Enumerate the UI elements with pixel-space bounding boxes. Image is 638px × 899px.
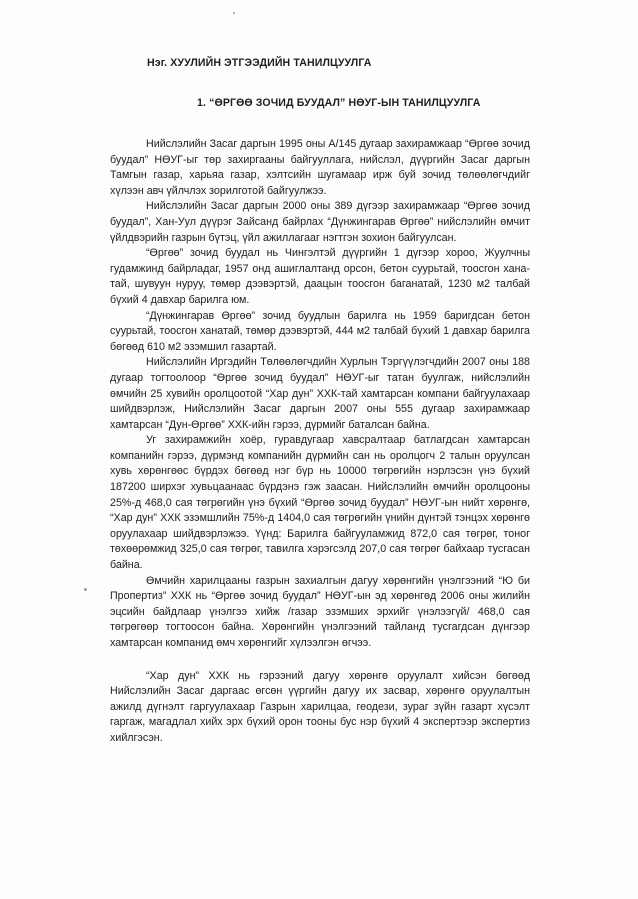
paragraph: “Хар дун” ХХК нь гэрээний дагуу хөрөнгө оруулалт хийсэн бөгөөд Нийслэлийн Засаг даргаас өгсөн үүргийн дагуу их засвар, хөрөнгө оруулалтын ажилд дүгнэлт гаргуулахаар Газрын харилцаа, геодези, зураг зүйн газарт хүсэлт гаргаж, магадлал хийх эрх бүхий орон тооны бус нэр бүхий 4 экспертээр экспертиз хийлгэсэн. (110, 669, 530, 744)
paragraph: “Өргөө” зочид буудал нь Чингэлтэй дүүргийн 1 дүгээр хороо, Жуулчны гудамжинд байрладаг, 1957 онд ашиглалтанд орсон, бетон суурьтай, тоосгон ханатай, шувуун нуруу, төмөр дээвэртэй, даацын тоосгон баганатай, 1230 м2 талбай бүхий 4 давхар барилга юм. (110, 247, 530, 306)
paragraph: Нийслэлийн Иргэдийн Төлөөлөгчдийн Хурлын Тэргүүлэгчдийн 2007 оны 188 дугаар тогтоолоор “Өргөө зочид буудал” НӨУГ-ыг татан буулгаж, нийслэлийн өмчийн 25 хувийн оролцоотой “Хар дун” ХХК-тай хамтарсан компани байгуулахаар шийдвэрлэж, Нийслэлийн Засаг даргын 2007 оны 555 дугаар захирамжаар хамтарсан “Дун-Өргөө” ХХК-ийн гэрээ, дүрмийг баталсан байна. (110, 356, 530, 431)
section-title: 1. “ӨРГӨӨ ЗОЧИД БУУДАЛ” НӨУГ-ЫН ТАНИЛЦУУЛГА (197, 97, 481, 109)
paragraph: Нийслэлийн Засаг даргын 1995 оны А/145 дугаар захирамжаар “Өргөө зочид буудал” НӨУГ-ыг төр захиргааны байгууллага, нийслэл, дүүргийн Засаг даргын Тамгын газар, харьяа газар, хэлтсийн шугамаар ирж буй зочид төлөөлөгчдийг хүлээн авч үйлчлэх зорилготой байгуулжээ. (110, 138, 530, 197)
paragraph: Нийслэлийн Засаг даргын 2000 оны 389 дүгээр захирамжаар “Өргөө зочид буудал”, Хан-Уул дүүрэг Зайсанд байрлах “Дүнжингарав Өргөө” нийслэлийн өмчит үйлдвэрийн газрын бүтэц, үйл ажиллагааг нэгтгэн зохион байгуулсан. (110, 200, 530, 244)
scan-speck (84, 588, 87, 591)
part-title: Нэг. ХУУЛИЙН ЭТГЭЭДИЙН ТАНИЛЦУУЛГА (147, 57, 372, 69)
paragraph: Уг захирамжийн хоёр, гуравдугаар хавсралтаар батлагдсан хамтарсан компанийн гэрээ, дүрмэнд компанийн дүрмийн сан нь оролцогч 2 талын оруулсан хувь хөрөнгөөс бүрдэх бөгөөд нэг бүр нь 10000 төгрөгийн нэрлэсэн үнэ бүхий 187200 ширхэг хувьцаанаас бүрдэнэ гэж заасан. Нийслэлийн өмчийн оролцооны 25%-д 468,0 сая төгрөгийн үнэ бүхий “Өргөө зочид буудал” НӨУГ-ын нийт хөрөнгө, “Хар дун” ХХК эзэмшлийн 75%-д 1404,0 сая төгрөгийн үнийн дүнтэй тэнцэх хөрөнгө оруулахаар шийдвэрлэжээ. Үүнд: Барилга байгууламжид 872,0 сая төгрөг, тоног төхөөрөмжид 325,0 сая төгрөг, тавилга хэрэгсэлд 207,0 сая төгрөг байхаар тусгасан байна. (110, 434, 530, 572)
paragraph: “Дүнжингарав Өргөө” зочид буудлын барилга нь 1959 баригдсан бетон суурьтай, тоосгон ханатай, төмөр дээвэртэй, 444 м2 талбай бүхий 1 давхар барилга бөгөөд 610 м2 эзэмшил газартай. (110, 309, 530, 353)
paragraph: Өмчийн харилцааны газрын захиалгын дагуу хөрөнгийн үнэлгээний “Ю би Пропертиз” ХХК нь “Өргөө зочид буудал” НӨУГ-ын эд хөрөнгөд 2006 оны жилийн эцсийн байдлаар үнэлгээ хийж /газар эзэмших эрхийг үнэлээгүй/ 468,0 сая төгрөгөөр тогтоосон байна. Хөрөнгийн үнэлгээний тайланд тусгагдсан дүнгээр хамтарсан компанид өмч хөрөнгийг хүлээлгэн өгчээ. (110, 574, 530, 649)
scan-speck (233, 12, 235, 14)
document-body (110, 137, 530, 747)
